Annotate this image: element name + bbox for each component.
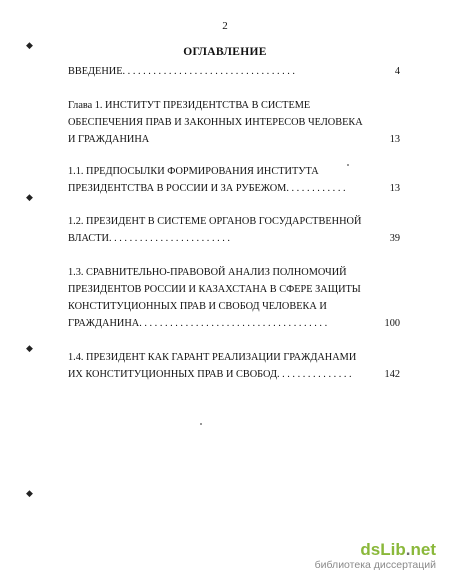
toc-entry-section-1-2	[68, 213, 400, 247]
toc-entry-last-line	[68, 230, 400, 247]
toc-entry-introduction	[68, 63, 400, 80]
toc-entry-section-1-3	[68, 264, 400, 332]
toc-entry-line: 1.3. СРАВНИТЕЛЬНО-ПРАВОВОЙ АНАЛИЗ ПОЛНОМОЧИЙ	[68, 267, 347, 278]
toc-entry-page-number: 39	[389, 233, 400, 244]
toc-entry-line: 1.4. ПРЕЗИДЕНТ КАК ГАРАНТ РЕАЛИЗАЦИИ ГРАЖДАНАМИ	[68, 352, 357, 363]
watermark-logo-main: dsLib	[360, 540, 406, 559]
toc-entry-section-1-4	[68, 349, 400, 383]
toc-entry-page-number: 13	[389, 183, 400, 194]
toc-entry-text: ВВЕДЕНИЕ	[68, 66, 123, 77]
scan-mark-icon: ◆	[26, 343, 33, 353]
watermark-subtitle: библиотека диссертаций	[314, 559, 436, 571]
toc-entry-page-number: 4	[394, 66, 400, 77]
toc-entry-page-number: 100	[384, 318, 400, 329]
toc-entry-text: ГРАЖДАНИНА	[68, 318, 140, 329]
toc-entry-line: КОНСТИТУЦИОННЫХ ПРАВ И СВОБОД ЧЕЛОВЕКА И	[68, 301, 327, 312]
toc-entry-page-number: 13	[389, 134, 400, 145]
toc-entry-page-number: 142	[384, 369, 400, 380]
toc-entry-line: ПРЕЗИДЕНТОВ РОССИИ И КАЗАХСТАНА В СФЕРЕ ЗАЩИТЫ	[68, 284, 361, 295]
toc-entry-last-line	[68, 131, 400, 148]
toc-entry-line: 1.2. ПРЕЗИДЕНТ В СИСТЕМЕ ОРГАНОВ ГОСУДАРСТВЕННОЙ	[68, 216, 362, 227]
toc-entry-last-line	[68, 180, 400, 197]
toc-entry-text: ИХ КОНСТИТУЦИОННЫХ ПРАВ И СВОБОД	[68, 369, 277, 380]
toc-entry-last-line	[68, 366, 400, 383]
toc-entry-leader-dots: . . . . . . . . . . . . . . . . . . . . . . . .	[108, 233, 230, 244]
toc-entry-last-line	[68, 315, 400, 332]
toc-entry-line: 1.1. ПРЕДПОСЫЛКИ ФОРМИРОВАНИЯ ИНСТИТУТА	[68, 166, 319, 177]
toc-entry-leader-dots: . . . . . . . . . . . . . . . . . . . . . . . . . . . . . . . . . . . . .	[139, 318, 328, 329]
toc-entry-section-1-1	[68, 163, 400, 197]
toc-entry-text: И ГРАЖДАНИНА	[68, 134, 150, 145]
toc-entry-leader-dots: . . . . . . . . . . . .	[286, 183, 346, 194]
toc-entry-text: ПРЕЗИДЕНТСТВА В РОССИИ И ЗА РУБЕЖОМ	[68, 183, 287, 194]
toc-entry-leader-dots: . . . . . . . . . . . . . . .	[276, 369, 352, 380]
watermark-logo-tld: net	[410, 540, 436, 559]
toc-entry-last-line	[68, 63, 400, 80]
toc-entry-leader-dots: . . . . . . . . . . . . . . . . . . . . . . . . . . . . . . . . . .	[122, 66, 295, 77]
toc-entry-chapter-1	[68, 97, 400, 148]
scan-speck	[200, 423, 202, 425]
scan-mark-icon: ◆	[26, 488, 33, 498]
toc-title: ОГЛАВЛЕНИЕ	[183, 46, 267, 58]
scan-mark-icon: ◆	[26, 192, 33, 202]
toc-entry-line: Глава 1. ИНСТИТУТ ПРЕЗИДЕНТСТВА В СИСТЕМЕ	[68, 100, 311, 111]
page-number: 2	[222, 20, 228, 32]
watermark-logo	[315, 541, 436, 559]
watermark-logo-dot: .	[405, 540, 411, 559]
scan-mark-icon: ◆	[26, 40, 33, 50]
toc-entry-text: ВЛАСТИ	[68, 233, 109, 244]
scan-speck	[347, 164, 349, 166]
toc-entry-line: ОБЕСПЕЧЕНИЯ ПРАВ И ЗАКОННЫХ ИНТЕРЕСОВ ЧЕЛОВЕКА	[68, 117, 363, 128]
watermark	[315, 541, 436, 571]
